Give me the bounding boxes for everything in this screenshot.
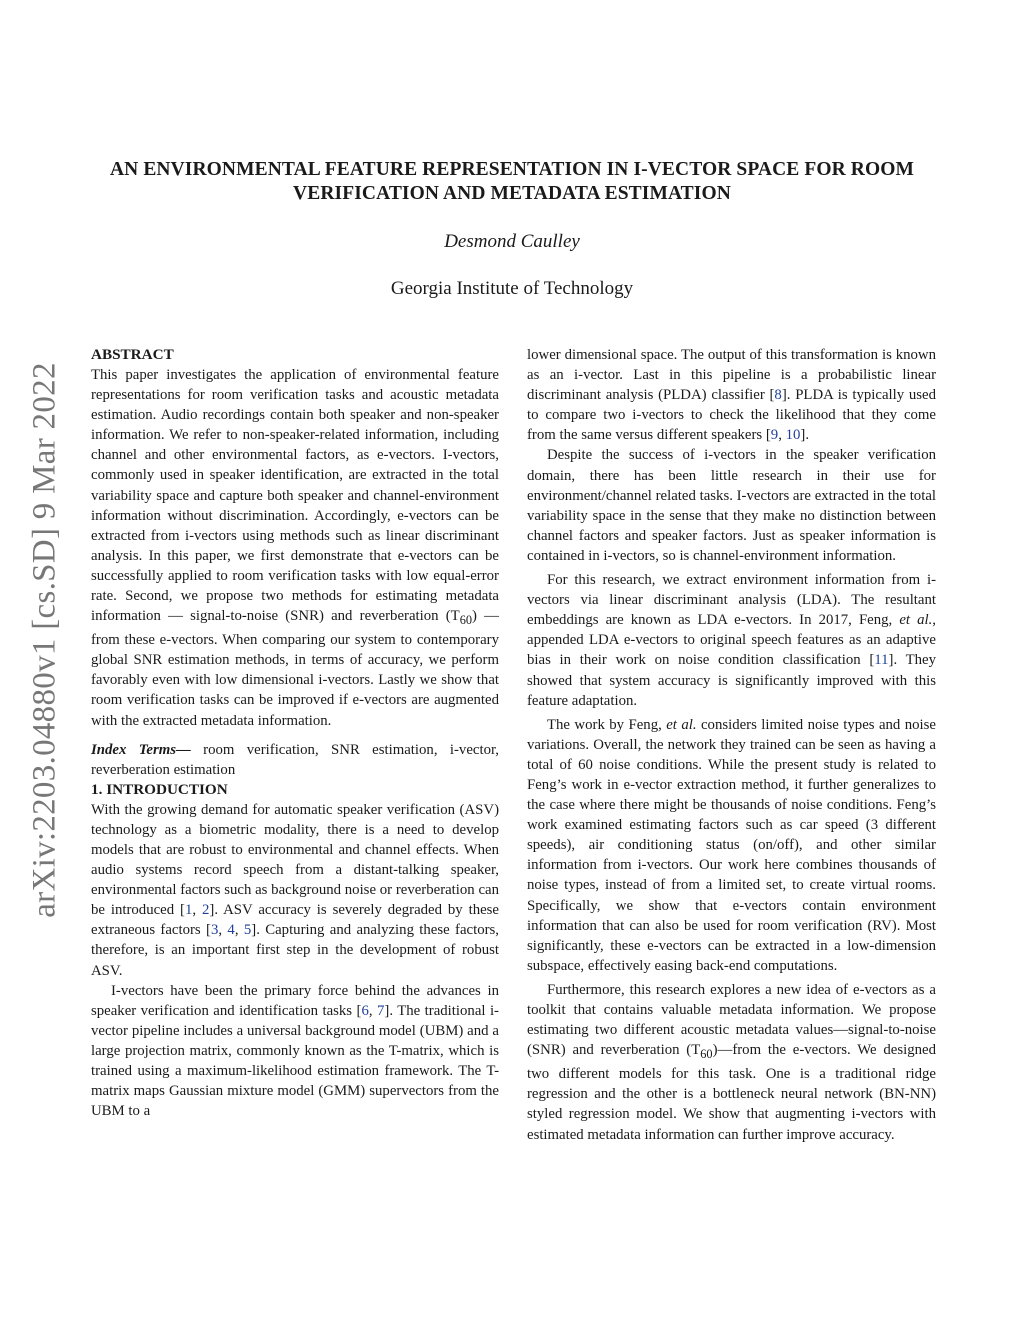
citation-link[interactable]: 2 — [202, 902, 210, 919]
abstract-body: This paper investigates the application of environmental feature representations for room verification tasks and acoustic metadata estimation. Audio recordings contain both speaker and non-speaker information. We refer to non-speaker-related information, including channel and other environmental factors, as e-vectors. I-vectors, commonly used in speaker identification, are extracted in the total variability space and capture both speaker and channel-environment information without discrimination. Accordingly, e-vectors can be extracted from i-vectors using methods such as linear discriminant analysis. In this paper, we first demonstrate that e-vectors can be successfully applied to room verification tasks with low equal-error rate. Second, we propose two methods for estimating metadata information — signal-to-noise (SNR) and reverberation $(T_{60})$ — from these e-vectors. When comparing our system to contemporary global SNR estimation methods, in terms of accuracy, we perform favorably even with low dimensional i-vectors. Lastly we show that room verification tasks can be improved if e-vectors are augmented with the extracted metadata information. — [91, 367, 499, 729]
intro-paragraph-3: Despite the success of i-vectors in the speaker verification domain, there has been little research in their use for environment/channel related tasks. I-vectors are extracted in the total variability space in the sense that they make no distinction between channel factors and speaker factors. Just as speaker information is contained in i-vectors, so is channel-environment information. — [527, 447, 936, 564]
citation-link[interactable]: 4 — [227, 922, 235, 939]
citation-link[interactable]: 5 — [243, 922, 252, 939]
index-terms-label: Index Terms— — [91, 741, 191, 758]
intro-paragraph-1: With the growing demand for automatic speaker verification (ASV) technology as a biometric modality, there is a need to develop models that are robust to environmental and channel effects. When audio systems record speech from a distant-talking speaker, environmental factors such as background noise or reverberation can be introduced [1, 2]. ASV accuracy is severely degraded by these extraneous factors [3, 4, 5]. Capturing and analyzing these factors, therefore, is an important first step in the development of robust ASV. — [91, 801, 499, 979]
citation-link[interactable]: 3 — [210, 922, 219, 939]
paper-title: AN ENVIRONMENTAL FEATURE REPRESENTATION IN I-VECTOR SPACE FOR ROOM VERIFICATION AND METADATA ESTIMATION — [109, 159, 914, 204]
arxiv-identifier: arXiv:2203.04880v1 [cs.SD] 9 Mar 2022 — [26, 362, 63, 918]
citation-link[interactable]: 9 — [770, 427, 779, 444]
intro-paragraph-4: For this research, we extract environment information from i-vectors via linear discriminant analysis (LDA). The resultant embeddings are known as LDA e-vectors. In 2017, Feng, et al., appended LDA e-vectors to original speech features as an adaptive bias in their work on noise condition classification [11]. They showed that system accuracy is significantly improved with this feature adaptation. — [527, 572, 936, 709]
intro-paragraph-6: Furthermore, this research explores a new idea of e-vectors as a toolkit that contains valuable metadata information. We propose estimating two different acoustic metadata values—signal-to-noise (SNR) and reverberation $(T_{60})—from$ the e-vectors. We designed two different models for this task. One is a traditional ridge regression and the other is a bottleneck neural network (BN-NN) styled regression model. We show that augmenting i-vectors with estimated metadata information can further improve accuracy. — [527, 981, 936, 1143]
author-name: Desmond Caulley — [444, 231, 580, 252]
index-terms: Index Terms— room verification, SNR estimation, i-vector, reverberation estimation — [91, 741, 500, 778]
author-affiliation: Georgia Institute of Technology — [390, 278, 634, 299]
citation-link[interactable]: 8 — [774, 387, 782, 404]
introduction-heading: 1. INTRODUCTION — [91, 780, 228, 798]
abstract-heading: ABSTRACT — [91, 346, 174, 363]
intro-paragraph-5: The work by Feng, et al. considers limited noise types and noise variations. Overall, the network they trained can be seen as having a total of 60 noise conditions. While the present study is related to Feng’s work in e-vector extraction method, it further generalizes to the case where there might be thousands of noise conditions. Feng’s work examined estimating factors such as car speed (3 different speeds), air conditioning status (on/off), and other similar information from i-vectors. Our work here combines thousands of noise types, instead of from a limited set, to create virtual rooms. Specifically, we show that e-vectors contain environment information that can also be used for room verification (RV). Most significantly, these e-vectors can be extracted in a low-dimension subspace, effectively easing back-end computations. — [527, 716, 936, 974]
intro-paragraph-2-continued: lower dimensional space. The output of this transformation is known as an i-vector. Last in this pipeline is a probabilistic linear discriminant analysis (PLDA) classifier [8]. PLDA is typically used to compare two i-vectors to check the likelihood that they come from the same versus different speakers [9, 10]. — [527, 347, 936, 444]
citation-link[interactable]: 7 — [377, 1002, 385, 1019]
citation-link[interactable]: 6 — [361, 1002, 369, 1019]
citation-link[interactable]: 10 — [785, 427, 801, 444]
citation-link[interactable]: 11 — [874, 652, 889, 669]
left-column — [91, 345, 499, 1121]
intro-paragraph-2: I-vectors have been the primary force behind the advances in speaker verification and identification tasks [6, 7]. The traditional i-vector pipeline includes a universal background model (UBM) and a large projection matrix, commonly known as the T-matrix, which is trained using a maximum-likelihood estimation framework. The T-matrix maps Gaussian mixture model (GMM) supervectors from the UBM to a — [91, 982, 499, 1120]
right-column — [527, 345, 936, 1145]
citation-link[interactable]: 1 — [184, 902, 193, 919]
